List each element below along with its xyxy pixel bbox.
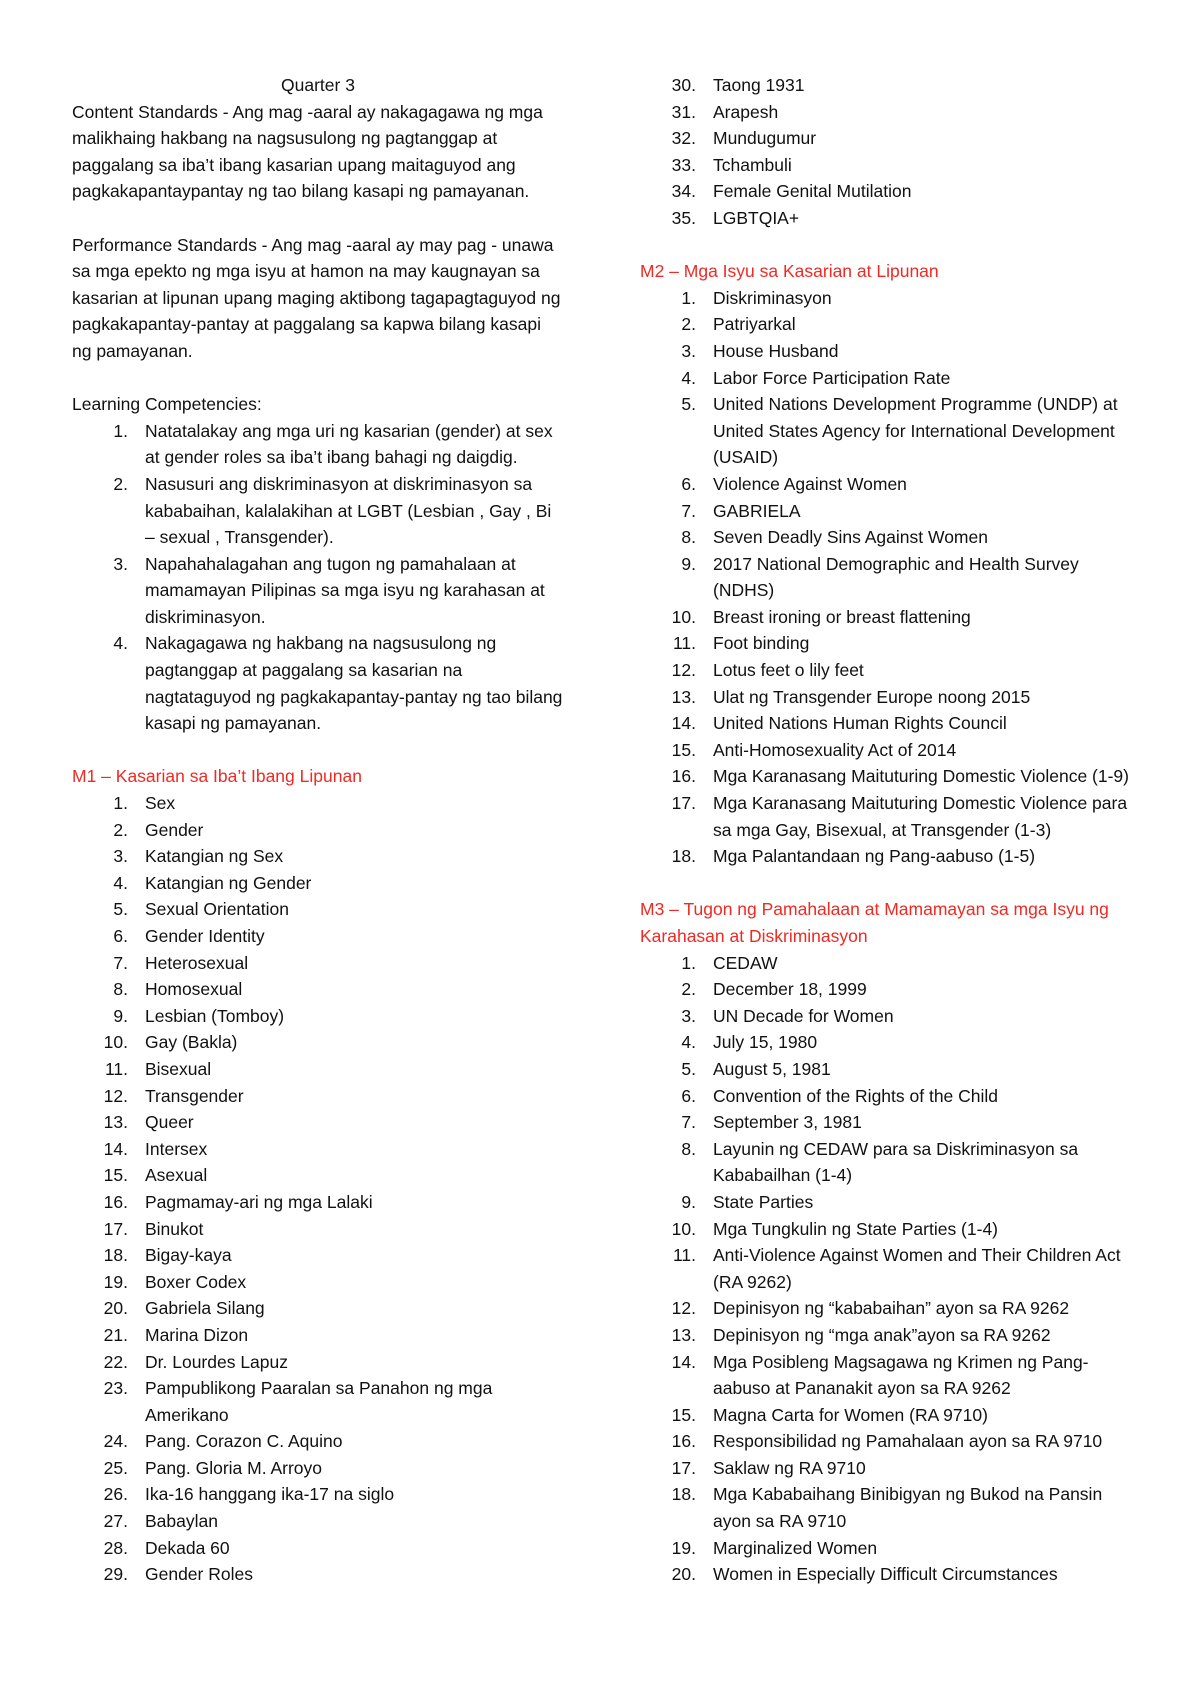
list-item-text: Anti-Violence Against Women and Their Children Act (RA 9262)	[713, 1245, 1121, 1292]
list-item	[640, 1216, 1136, 1243]
list-item-text: Convention of the Rights of the Child	[713, 1085, 999, 1106]
list-item-text: Marina Dizon	[145, 1324, 249, 1345]
list-item-text: Responsibilidad ng Pamahalaan ayon sa RA 9710	[713, 1431, 1103, 1452]
list-item-text: Mga Tungkulin ng State Parties (1-4)	[713, 1218, 999, 1239]
list-item	[640, 1561, 1136, 1588]
list-item	[640, 1189, 1136, 1216]
list-item-number: 35.	[671, 207, 696, 228]
m3-list	[640, 950, 1136, 1588]
list-item	[72, 1375, 564, 1428]
list-item-text: Arapesh	[713, 101, 779, 122]
list-item-text: Nasusuri ang diskriminasyon at diskriminasyon sa kababaihan, kalalakihan at LGBT (Lesbian , Gay , Bi – sexual , Transgender).	[145, 473, 552, 548]
list-item-number: 6.	[681, 473, 696, 494]
list-item	[640, 72, 1136, 99]
list-item-text: Labor Force Participation Rate	[713, 367, 951, 388]
list-item	[640, 684, 1136, 711]
list-item-text: Gay (Bakla)	[145, 1032, 238, 1053]
list-item	[640, 524, 1136, 551]
list-item-number: 27.	[103, 1511, 128, 1532]
list-item-number: 7.	[681, 500, 696, 521]
list-item-text: Natatalakay ang mga uri ng kasarian (gender) at sex at gender roles sa iba’t ibang bahagi ng daigdig.	[145, 420, 553, 468]
list-item-text: August 5, 1981	[713, 1058, 831, 1079]
list-item	[640, 311, 1136, 338]
list-item-number: 5.	[681, 394, 696, 415]
left-column	[72, 72, 564, 1588]
m3-heading: M3 – Tugon ng Pamahalaan at Mamamayan sa mga Isyu ng Karahasan at Diskriminasyon	[640, 899, 1109, 946]
list-item	[72, 1216, 564, 1243]
list-item	[640, 365, 1136, 392]
list-item	[640, 471, 1136, 498]
list-item-text: Gender Roles	[145, 1564, 253, 1585]
list-item-text: Binukot	[145, 1218, 204, 1239]
list-item	[72, 1535, 564, 1562]
list-item-text: Foot binding	[713, 633, 810, 654]
list-item-number: 18.	[103, 1245, 128, 1266]
list-item-number: 7.	[681, 1112, 696, 1133]
list-item-number: 12.	[671, 660, 696, 681]
list-item-text: LGBTQIA+	[713, 207, 800, 228]
list-item-text: Women in Especially Difficult Circumstances	[713, 1564, 1058, 1585]
list-item	[640, 604, 1136, 631]
list-item-number: 1.	[681, 952, 696, 973]
list-item-number: 26.	[103, 1484, 128, 1505]
competencies-list	[72, 418, 564, 737]
list-item-text: Gender Identity	[145, 926, 265, 946]
list-item	[640, 1322, 1136, 1349]
list-item-number: 18.	[671, 846, 696, 867]
list-item-text: Bigay-kaya	[145, 1245, 232, 1266]
list-item-number: 4.	[681, 367, 696, 388]
list-item-number: 5.	[113, 899, 128, 920]
list-item	[72, 1455, 564, 1482]
list-item-number: 2.	[113, 819, 128, 840]
list-item-text: Homosexual	[145, 979, 243, 1000]
quarter-title: Quarter 3	[281, 75, 355, 95]
list-item	[640, 285, 1136, 312]
list-item-text: 2017 National Demographic and Health Survey (NDHS)	[713, 553, 1079, 601]
list-item	[640, 338, 1136, 365]
list-item-number: 4.	[113, 872, 128, 893]
list-item	[640, 152, 1136, 179]
list-item-text: Mga Karanasang Maituturing Domestic Violence para sa mga Gay, Bisexual, at Transgender (1-3)	[713, 793, 1128, 840]
list-item	[72, 1162, 564, 1189]
list-item	[640, 1402, 1136, 1429]
list-item-number: 25.	[103, 1457, 128, 1478]
list-item-number: 12.	[671, 1298, 696, 1319]
list-item-text: GABRIELA	[713, 500, 801, 521]
list-item-text: Bisexual	[145, 1058, 212, 1079]
list-item-number: 3.	[681, 1005, 696, 1026]
list-item-text: UN Decade for Women	[713, 1005, 894, 1026]
list-item	[640, 790, 1136, 843]
list-item-number: 13.	[671, 1324, 696, 1345]
list-item	[72, 790, 564, 817]
list-item	[640, 1481, 1136, 1534]
list-item	[72, 1083, 564, 1110]
list-item	[72, 1136, 564, 1163]
list-item-number: 12.	[103, 1085, 128, 1106]
list-item-text: Lesbian (Tomboy)	[145, 1005, 285, 1026]
list-item-number: 17.	[103, 1218, 128, 1239]
list-item-text: Saklaw ng RA 9710	[713, 1457, 866, 1478]
list-item-number: 32.	[671, 128, 696, 149]
list-item-text: Female Genital Mutilation	[713, 181, 912, 202]
list-item-number: 31.	[671, 101, 696, 122]
list-item	[72, 1242, 564, 1269]
list-item-text: Taong 1931	[713, 75, 805, 95]
list-item-number: 9.	[681, 1191, 696, 1212]
list-item-number: 4.	[113, 633, 128, 654]
list-item-number: 6.	[681, 1085, 696, 1106]
list-item-number: 1.	[113, 793, 128, 814]
list-item	[640, 1242, 1136, 1295]
list-item-text: Boxer Codex	[145, 1271, 247, 1292]
list-item-number: 13.	[671, 686, 696, 707]
list-item	[72, 870, 564, 897]
list-item-text: Heterosexual	[145, 952, 249, 973]
list-item-number: 3.	[681, 340, 696, 361]
list-item-number: 14.	[671, 713, 696, 734]
list-item-text: Mga Karanasang Maituturing Domestic Violence (1-9)	[713, 766, 1129, 787]
list-item	[72, 1349, 564, 1376]
m1-list	[72, 790, 564, 1588]
list-item	[640, 710, 1136, 737]
list-item-number: 17.	[671, 1457, 696, 1478]
list-item-text: Asexual	[145, 1165, 208, 1186]
list-item	[640, 498, 1136, 525]
list-item	[72, 1189, 564, 1216]
list-item	[640, 1136, 1136, 1189]
list-item-number: 20.	[671, 1564, 696, 1585]
list-item-text: Babaylan	[145, 1511, 218, 1532]
list-item	[72, 896, 564, 923]
list-item-number: 9.	[681, 553, 696, 574]
list-item	[72, 551, 564, 631]
list-item-text: Nakagagawa ng hakbang na nagsusulong ng pagtanggap at paggalang sa kasarian na nagtataguyod ng pagkakapantay-pantay ng tao bilang kasapi ng pamayanan.	[145, 633, 563, 734]
list-item-text: Dekada 60	[145, 1537, 230, 1558]
list-item-number: 6.	[113, 926, 128, 946]
list-item-text: Mga Kababaihang Binibigyan ng Bukod na Pansin ayon sa RA 9710	[713, 1484, 1103, 1532]
list-item	[72, 923, 564, 950]
m1-list-continued	[640, 72, 1136, 232]
list-item	[640, 178, 1136, 205]
list-item-text: Mundugumur	[713, 128, 817, 149]
list-item-text: Napahahalagahan ang tugon ng pamahalaan at mamamayan Pilipinas sa mga isyu ng karahasan at diskriminasyon.	[145, 553, 545, 627]
list-item-number: 1.	[113, 420, 128, 441]
spacer	[640, 870, 1136, 897]
list-item	[640, 99, 1136, 126]
spacer	[72, 205, 564, 232]
list-item-text: Lotus feet o lily feet	[713, 660, 864, 681]
spacer	[72, 737, 564, 764]
list-item-number: 15.	[671, 739, 696, 760]
m2-list	[640, 285, 1136, 870]
list-item-number: 22.	[103, 1351, 128, 1372]
list-item-number: 16.	[103, 1191, 128, 1212]
list-item-text: Pang. Corazon C. Aquino	[145, 1431, 343, 1452]
list-item-text: Transgender	[145, 1085, 244, 1106]
list-item	[640, 1535, 1136, 1562]
list-item-text: Katangian ng Sex	[145, 846, 284, 867]
list-item-number: 21.	[103, 1324, 128, 1345]
list-item-number: 3.	[113, 553, 128, 574]
list-item-number: 28.	[103, 1537, 128, 1558]
list-item-text: Pagmamay-ari ng mga Lalaki	[145, 1191, 373, 1212]
list-item-text: September 3, 1981	[713, 1112, 862, 1133]
list-item-number: 14.	[103, 1138, 128, 1159]
list-item-number: 1.	[681, 287, 696, 308]
list-item-number: 7.	[113, 952, 128, 973]
list-item-text: Queer	[145, 1112, 194, 1133]
list-item	[72, 418, 564, 471]
learning-competencies-label: Learning Competencies:	[72, 394, 262, 415]
list-item-text: Seven Deadly Sins Against Women	[713, 527, 988, 548]
list-item-number: 19.	[671, 1537, 696, 1558]
list-item-text: Dr. Lourdes Lapuz	[145, 1351, 289, 1372]
content-standards: Content Standards - Ang mag -aaral ay nakagagawa ng mga malikhaing hakbang na nagsusulong ng pagtanggap at paggalang sa iba’t ibang kasarian upang maitaguyod ang pagkakapantaypantay ng tao bilang kasapi ng pamayanan.	[72, 101, 543, 202]
list-item-text: Tchambuli	[713, 154, 792, 175]
list-item-text: United Nations Development Programme (UNDP) at United States Agency for International Development (USAID)	[713, 394, 1118, 468]
list-item	[640, 205, 1136, 232]
list-item	[72, 1295, 564, 1322]
list-item-number: 24.	[103, 1431, 128, 1452]
list-item-number: 2.	[681, 979, 696, 1000]
list-item-text: Sex	[145, 793, 176, 814]
list-item	[640, 843, 1136, 870]
list-item-text: Pang. Gloria M. Arroyo	[145, 1457, 323, 1478]
list-item-number: 9.	[113, 1005, 128, 1026]
list-item-number: 3.	[113, 846, 128, 867]
list-item-text: Katangian ng Gender	[145, 872, 312, 893]
list-item-number: 30.	[671, 75, 696, 95]
list-item-number: 11.	[104, 1058, 128, 1079]
m1-heading: M1 – Kasarian sa Iba’t Ibang Lipunan	[72, 766, 362, 787]
list-item	[640, 1029, 1136, 1056]
list-item	[640, 976, 1136, 1003]
list-item	[72, 1269, 564, 1296]
list-item-number: 10.	[671, 606, 696, 627]
list-item	[640, 737, 1136, 764]
list-item-text: Ika-16 hanggang ika-17 na siglo	[145, 1484, 395, 1505]
list-item	[72, 843, 564, 870]
list-item-text: Violence Against Women	[713, 473, 907, 494]
list-item-text: Depinisyon ng “kababaihan” ayon sa RA 9262	[713, 1298, 1070, 1319]
list-item	[72, 817, 564, 844]
list-item	[640, 950, 1136, 977]
list-item-text: Anti-Homosexuality Act of 2014	[713, 739, 957, 760]
list-item	[640, 630, 1136, 657]
list-item-number: 8.	[113, 979, 128, 1000]
list-item	[640, 1003, 1136, 1030]
list-item	[640, 1428, 1136, 1455]
list-item-text: Layunin ng CEDAW para sa Diskriminasyon sa Kababailhan (1-4)	[713, 1138, 1079, 1186]
list-item-number: 8.	[681, 527, 696, 548]
list-item-text: July 15, 1980	[713, 1032, 818, 1053]
list-item-number: 2.	[113, 473, 128, 494]
list-item-text: Gender	[145, 819, 204, 840]
list-item	[72, 1508, 564, 1535]
list-item-number: 4.	[681, 1032, 696, 1053]
list-item-number: 23.	[103, 1378, 128, 1399]
list-item	[72, 950, 564, 977]
list-item-text: Diskriminasyon	[713, 287, 832, 308]
list-item-text: Pampublikong Paaralan sa Panahon ng mga Amerikano	[145, 1378, 493, 1425]
list-item-number: 10.	[671, 1218, 696, 1239]
list-item	[72, 1322, 564, 1349]
list-item-text: Sexual Orientation	[145, 899, 289, 920]
list-item-number: 11.	[672, 633, 696, 654]
list-item-number: 19.	[103, 1271, 128, 1292]
list-item	[640, 551, 1136, 604]
list-item-text: CEDAW	[713, 952, 778, 973]
list-item-text: United Nations Human Rights Council	[713, 713, 1007, 734]
list-item	[72, 1109, 564, 1136]
list-item-text: Mga Palantandaan ng Pang-aabuso (1-5)	[713, 846, 1036, 867]
list-item-number: 14.	[671, 1351, 696, 1372]
list-item-number: 10.	[103, 1032, 128, 1053]
list-item	[640, 763, 1136, 790]
list-item-number: 16.	[671, 1431, 696, 1452]
list-item-number: 11.	[672, 1245, 696, 1266]
list-item-text: State Parties	[713, 1191, 814, 1212]
list-item-text: Magna Carta for Women (RA 9710)	[713, 1404, 988, 1425]
list-item	[640, 1295, 1136, 1322]
list-item-text: December 18, 1999	[713, 979, 867, 1000]
list-item-text: House Husband	[713, 340, 839, 361]
performance-standards: Performance Standards - Ang mag -aaral ay may pag - unawa sa mga epekto ng mga isyu at hamon na may kaugnayan sa kasarian at lipunan upang maging aktibong tagapagtaguyod ng pagkakapantay-pantay at paggalang sa kapwa bilang kasapi ng pamayanan.	[72, 234, 561, 361]
list-item-number: 16.	[671, 766, 696, 787]
list-item	[640, 1109, 1136, 1136]
list-item	[72, 630, 564, 736]
list-item-text: Marginalized Women	[713, 1537, 878, 1558]
list-item	[640, 1083, 1136, 1110]
list-item-text: Intersex	[145, 1138, 208, 1159]
list-item-text: Depinisyon ng “mga anak”ayon sa RA 9262	[713, 1324, 1051, 1345]
list-item	[72, 471, 564, 551]
list-item	[72, 1056, 564, 1083]
list-item-text: Patriyarkal	[713, 314, 796, 335]
list-item-number: 20.	[103, 1298, 128, 1319]
list-item-number: 2.	[681, 314, 696, 335]
right-column	[640, 72, 1136, 1588]
list-item	[640, 1455, 1136, 1482]
list-item-number: 33.	[671, 154, 696, 175]
list-item-number: 17.	[671, 793, 696, 814]
list-item	[640, 391, 1136, 471]
list-item	[640, 1349, 1136, 1402]
list-item	[72, 976, 564, 1003]
list-item-number: 18.	[671, 1484, 696, 1505]
list-item-number: 15.	[103, 1165, 128, 1186]
list-item-number: 8.	[681, 1138, 696, 1159]
m2-heading: M2 – Mga Isyu sa Kasarian at Lipunan	[640, 261, 939, 282]
list-item-number: 34.	[671, 181, 696, 202]
list-item-text: Mga Posibleng Magsagawa ng Krimen ng Pang-aabuso at Pananakit ayon sa RA 9262	[713, 1351, 1089, 1399]
list-item	[72, 1029, 564, 1056]
list-item-text: Gabriela Silang	[145, 1298, 265, 1319]
list-item-number: 29.	[103, 1564, 128, 1585]
list-item	[72, 1003, 564, 1030]
list-item-number: 15.	[671, 1404, 696, 1425]
list-item	[72, 1561, 564, 1588]
list-item	[640, 125, 1136, 152]
spacer	[72, 365, 564, 392]
list-item	[72, 1428, 564, 1455]
list-item	[72, 1481, 564, 1508]
spacer	[640, 232, 1136, 259]
list-item-text: Ulat ng Transgender Europe noong 2015	[713, 686, 1031, 707]
list-item-number: 13.	[103, 1112, 128, 1133]
list-item-text: Breast ironing or breast flattening	[713, 606, 971, 627]
list-item	[640, 1056, 1136, 1083]
list-item	[640, 657, 1136, 684]
list-item-number: 5.	[681, 1058, 696, 1079]
